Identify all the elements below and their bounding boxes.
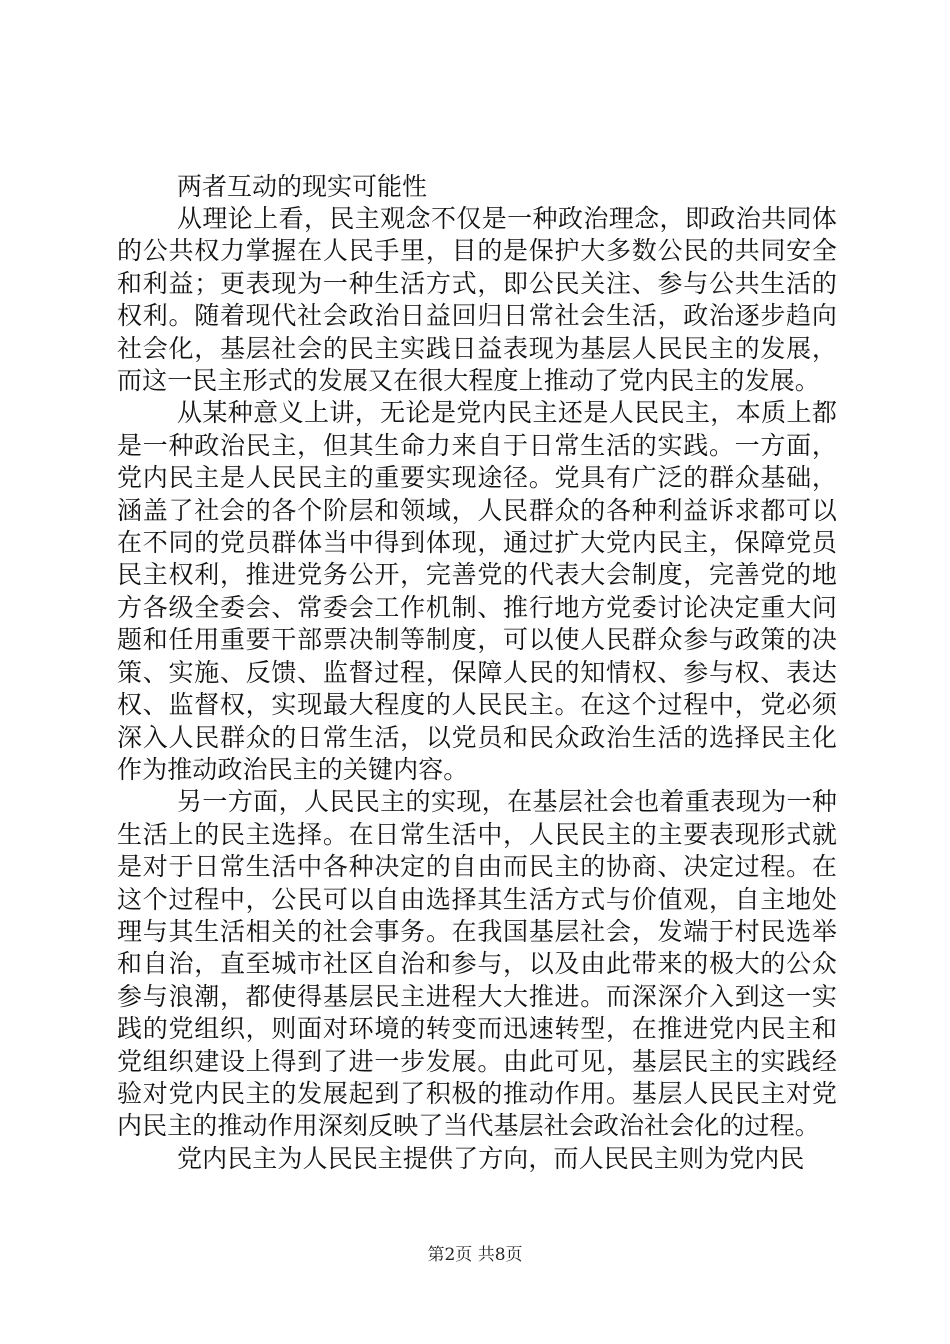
- paragraph-4: 党内民主为人民民主提供了方向，而人民民主则为党内民: [177, 1143, 805, 1173]
- section-heading: 两者互动的现实可能性: [177, 172, 428, 201]
- paragraph-2: 从某种意义上讲，无论是党内民主还是人民民主，本质上都是一种政治民主，但其生命力来自于日常生活的实践。一方面，党内民主是人民民主的重要实现途径。党具有广泛的群众基础，涵盖了社会的各个阶层和领域，人民群众的各种利益诉求都可以在不同的党员群体当中得到体现，通过扩大党内民主，保障党员民主权利，推进党务公开，完善党的代表大会制度，完善党的地方各级全委会、常委会工作机制、推行地方党委讨论决定重大问题和任用重要干部票决制等制度，可以使人民群众参与政策的决策、实施、反馈、监督过程，保障人民的知情权、参与权、表达权、监督权，实现最大程度的人民民主。在这个过程中，党必须深入人民群众的日常生活，以党员和民众政治生活的选择民主化作为推动政治民主的关键内容。: [117, 398, 837, 784]
- paragraph-1: 从理论上看，民主观念不仅是一种政治理念，即政治共同体的公共权力掌握在人民手里，目的是保护大多数公民的共同安全和利益；更表现为一种生活方式，即公民关注、参与公共生活的权利。随着现代社会政治日益回归日常社会生活，政治逐步趋向社会化，基层社会的民主实践日益表现为基层人民民主的发展，而这一民主形式的发展又在很大程度上推动了党内民主的发展。: [117, 204, 837, 396]
- document-body: [117, 170, 837, 1175]
- page-number-footer: 第2页 共8页: [427, 1245, 523, 1265]
- paragraph-3: 另一方面，人民民主的实现，在基层社会也着重表现为一种生活上的民主选择。在日常生活中，人民民主的主要表现形式就是对于日常生活中各种决定的自由而民主的协商、决定过程。在这个过程中，公民可以自由选择其生活方式与价值观，自主地处理与其生活相关的社会事务。在我国基层社会，发端于村民选举和自治，直至城市社区自治和参与，以及由此带来的极大的公众参与浪潮，都使得基层民主进程大大推进。而深深介入到这一实践的党组织，则面对环境的转变而迅速转型，在推进党内民主和党组织建设上得到了进一步发展。由此可见，基层民主的实践经验对党内民主的发展起到了积极的推动作用。基层人民民主对党内民主的推动作用深刻反映了当代基层社会政治社会化的过程。: [117, 787, 837, 1141]
